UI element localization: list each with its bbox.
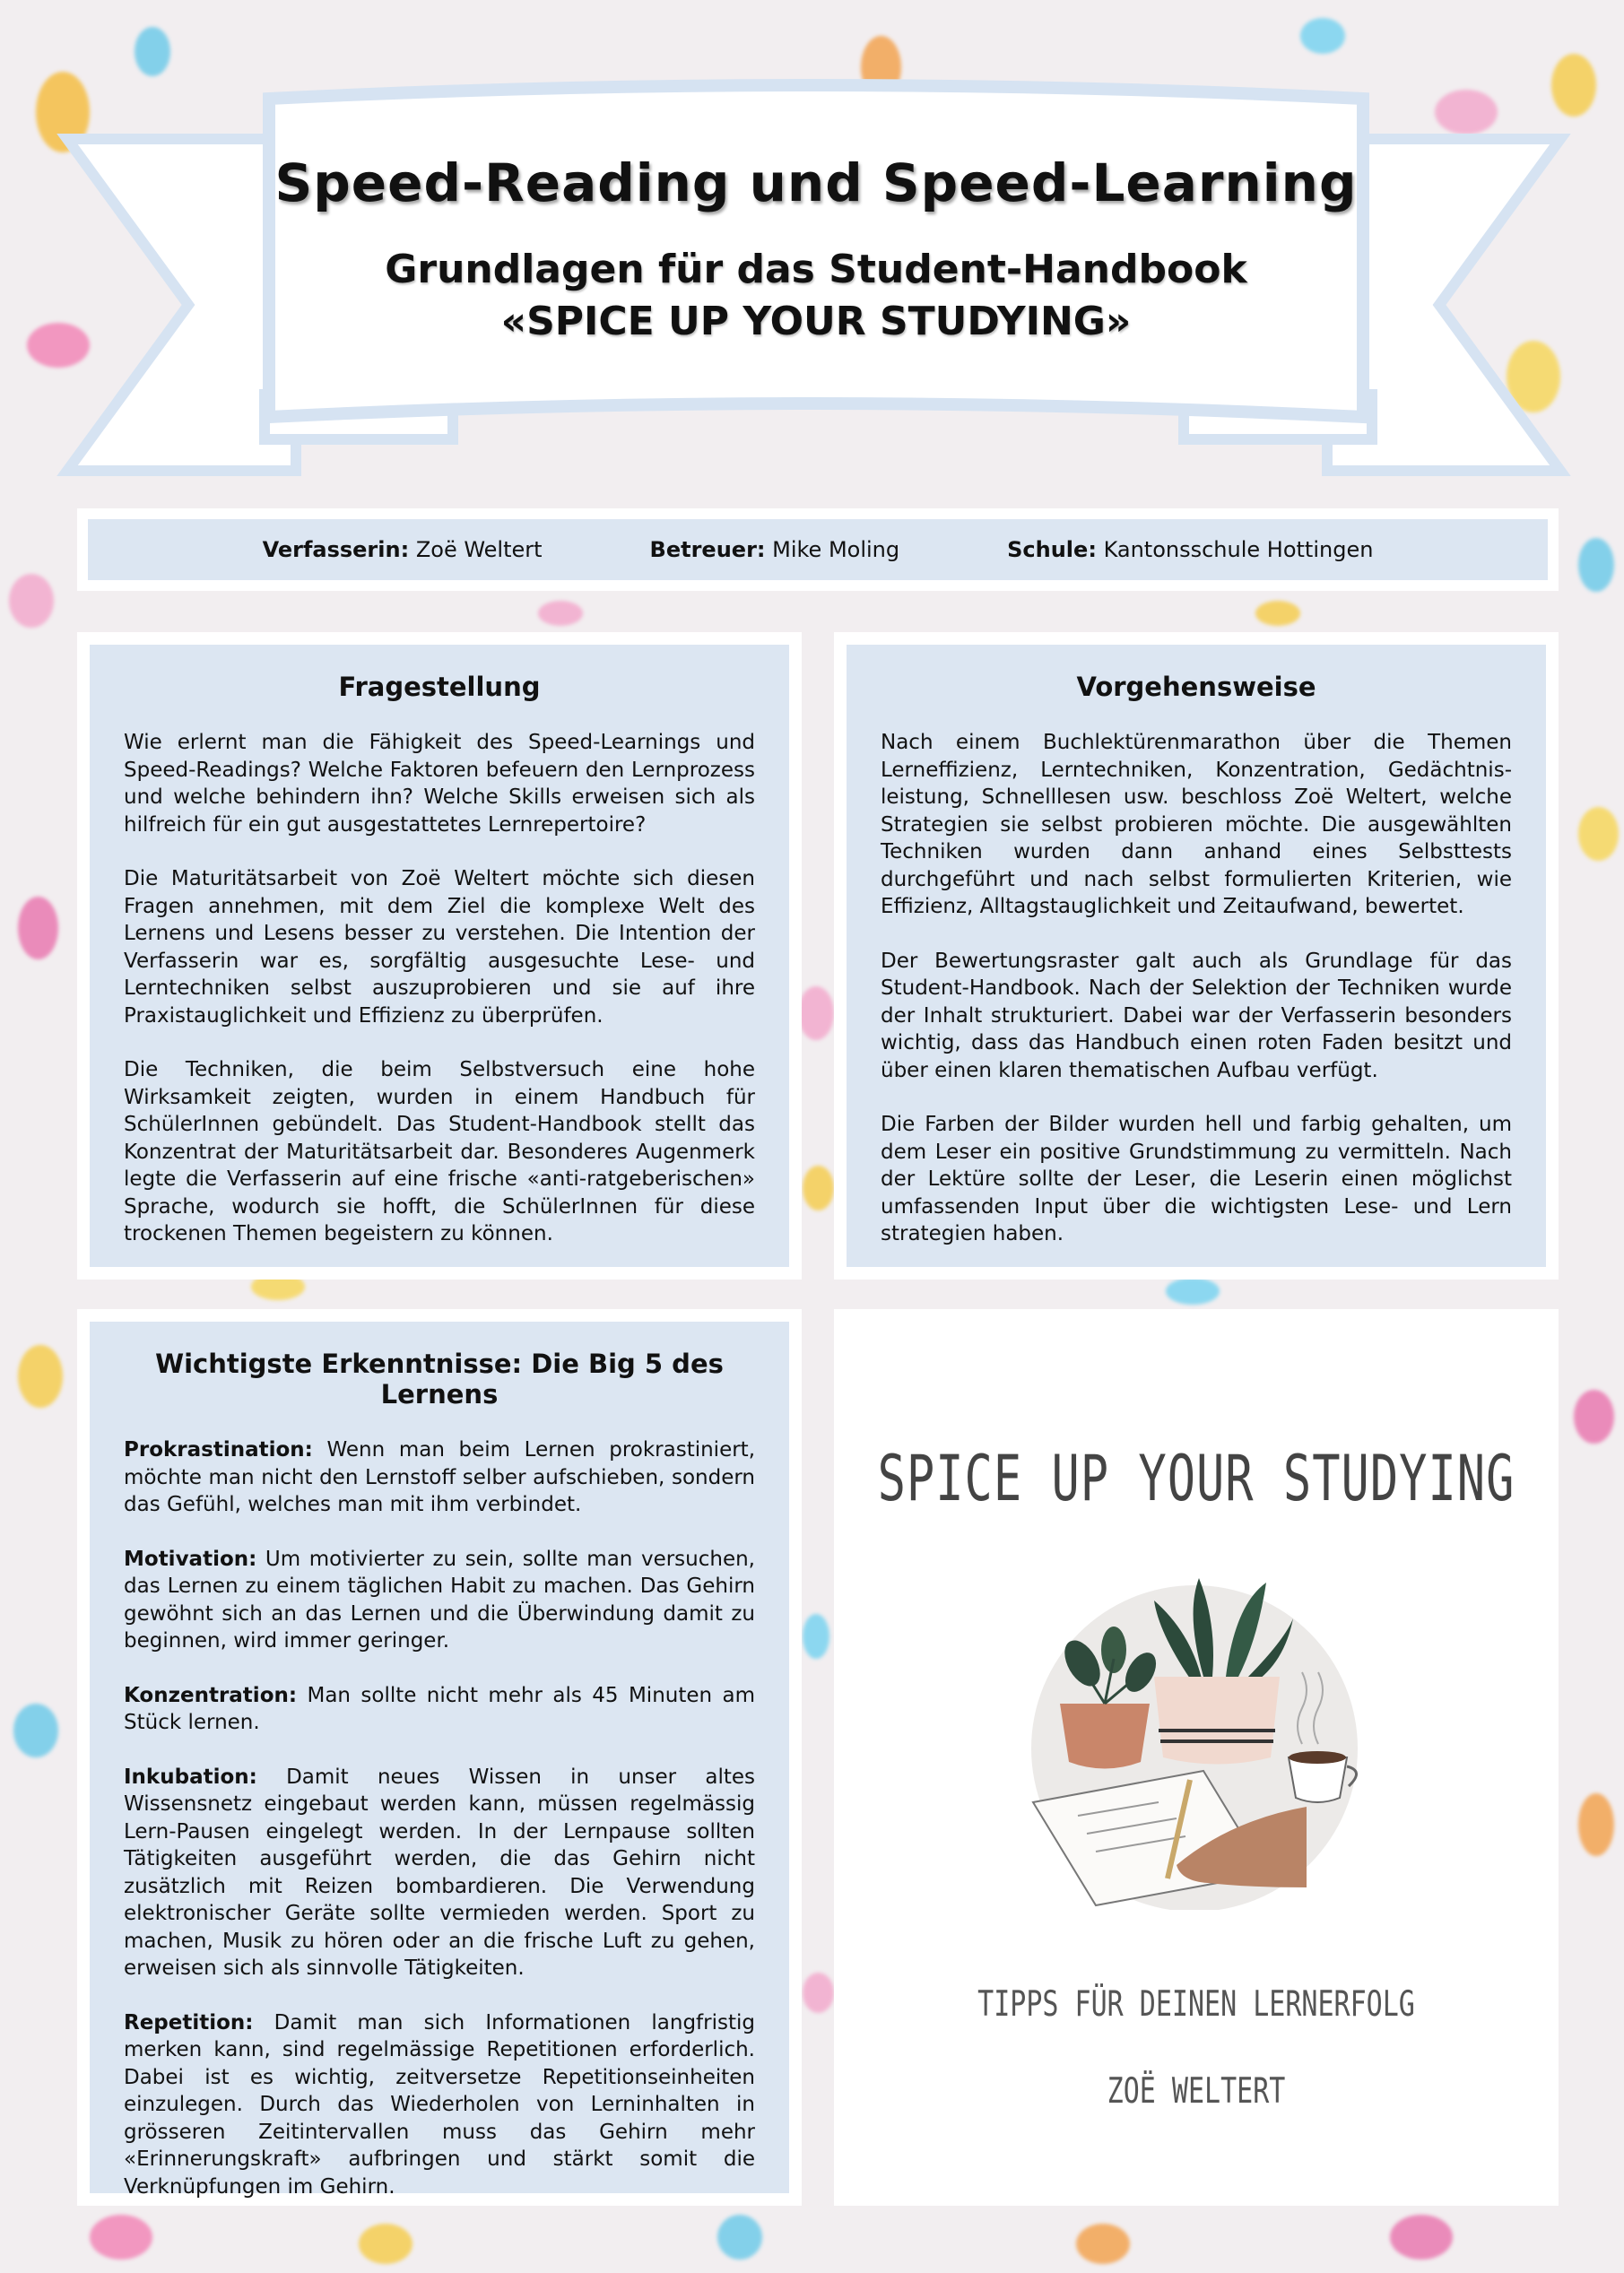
fragestellung-paragraph: Die Maturitätsarbeit von Zoë Weltert möchte sich diesen Fragen annehmen, mit dem Ziel die komplexe Welt des Lernens und Lesens besser zu verstehen. Die Intention der Verfasserin war es, sorgfältig ausgesuchte Lese- und Lerntechniken selbst auszuprobieren und sie auf ihre Praxistauglichkeit und Effizienz zu überprüfen. — [124, 867, 755, 1028]
vorgehensweise-paragraph: Die Farben der Bilder wurden hell und farbig gehalten, um dem Leser ein positive Grundstimmung zu vermitteln. Nach der Lektüre sollte der Leser, die Leserin einen möglichst umfassenden Input über die wichtigsten Lese- und Lern strategien haben. — [881, 1113, 1512, 1245]
plants-illustration — [997, 1578, 1392, 1910]
fragestellung-paragraph: Die Techniken, die beim Selbstversuch eine hohe Wirksamkeit zeigten, wurden in einem Handbuch für SchülerInnen gebündelt. Das Student-Handbook stellt das Konzentrat der Maturitätsarbeit dar. Besonderes Augenmerk legte die Verfasserin auf eine frische «anti-ratgeberischen» Sprache, wodurch sie hofft, die SchülerInnen für diese trockenen Themen begeistern zu können. — [124, 1058, 755, 1245]
supervisor-info: Betreuer: Mike Moling — [649, 537, 900, 562]
vorgehensweise-title: Vorgehensweise — [1076, 672, 1316, 702]
book-cover — [834, 1309, 1559, 2206]
vorgehensweise-paragraph: Nach einem Buchlektürenmarathon über die Themen Lerneffizienz, Lerntechniken, Konzentration, Gedächtnisleistung, Schnelllesen usw. beschloss Zoë Weltert, welche Strategien sie selbst probieren möchte. Die ausgewählten Techniken wurden dann anhand eines Selbsttests durchgeführt und nach selbst formulierten Kriterien, wie Effizienz, Alltagstauglichkeit und Zeitaufwand, bewertet. — [881, 731, 1512, 918]
vorgehensweise-panel — [834, 632, 1559, 1280]
handbook-name: «SPICE UP YOUR STUDYING» — [500, 299, 1132, 344]
fragestellung-paragraph: Wie erlernt man die Fähigkeit des Speed-Learnings und Speed-Readings? Welche Faktoren befeuern den Lernprozess und welche behindern ihn? Welche Skills erweisen sich als hilfreich für ein gut ausgestattetes Lernrepertoire? — [124, 731, 755, 837]
erkenntnis-item: Konzentration: Man sollte nicht mehr als 45 Minuten am Stück lernen. — [124, 1683, 755, 1734]
author-info: Verfasserin: Zoë Weltert — [262, 537, 543, 562]
cover-author: ZOË WELTERT — [1107, 2070, 1286, 2113]
erkenntnis-item: Inkubation: Damit neues Wissen in unser altes Wissensnetz eingebaut werden kann, müssen regelmässig Lern-Pausen eingelegt werden. In der Lernpause sollten Tätigkeiten ausgeführt werden, die das Gehirn nicht zusätzlich mit Reizen bombardieren. Die Verwendung elektronischer Geräte sollte vermieden werden. Sport zu machen, Musik zu hören oder an die frische Luft zu gehen, erweisen sich als sinnvolle Tätigkeiten. — [124, 1765, 755, 1980]
cover-title: SPICE UP YOUR STUDYING — [877, 1443, 1515, 1516]
vorgehensweise-paragraph: Der Bewertungsraster galt auch als Grundlage für das Student-Handbook. Nach der Selektion der Techniken wurde der Inhalt strukturiert. Dabei war der Verfasserin besonders wichtig, dass das Handbuch einen roten Faden besitzt und über einen klaren thematischen Aufbau verfügt. — [881, 949, 1512, 1082]
fragestellung-panel — [77, 632, 802, 1280]
fragestellung-title: Fragestellung — [338, 672, 541, 702]
cover-subtitle: TIPPS FÜR DEINEN LERNERFOLG — [977, 1983, 1415, 2026]
erkenntnis-item: Motivation: Um motivierter zu sein, sollte man versuchen, das Lernen zu einem täglichen Habit zu machen. Das Gehirn gewöhnt sich an das Lernen und die Überwindung damit zu beginnen, wird immer geringer. — [124, 1547, 755, 1653]
school-info: Schule: Kantonsschule Hottingen — [1007, 537, 1374, 562]
info-bar — [77, 508, 1559, 591]
erkenntnis-item: Prokrastination: Wenn man beim Lernen prokrastiniert, möchte man nicht den Lernstoff selber aufschieben, sondern das Gefühl, welches man mit ihm verbindet. — [124, 1438, 755, 1516]
erkenntnisse-panel — [77, 1309, 802, 2206]
page-subtitle: Grundlagen für das Student-Handbook — [385, 247, 1247, 292]
erkenntnisse-title: Wichtigste Erkenntnisse: Die Big 5 des Lernens — [155, 1349, 724, 1410]
page-title: Speed-Reading und Speed-Learning — [274, 152, 1358, 213]
erkenntnis-item: Repetition: Damit man sich Informationen langfristig merken kann, sind regelmässige Repetitionen erforderlich. Dabei ist es wichtig, zeitversetze Repetitionseinheiten einzulegen. Durch das Wiederholen von Lerninhalten in grösseren Zeitintervallen muss das Gehirn mehr «Erinnerungskraft» aufbringen und stärkt somit die Verknüpfungen im Gehirn. — [124, 2010, 755, 2199]
